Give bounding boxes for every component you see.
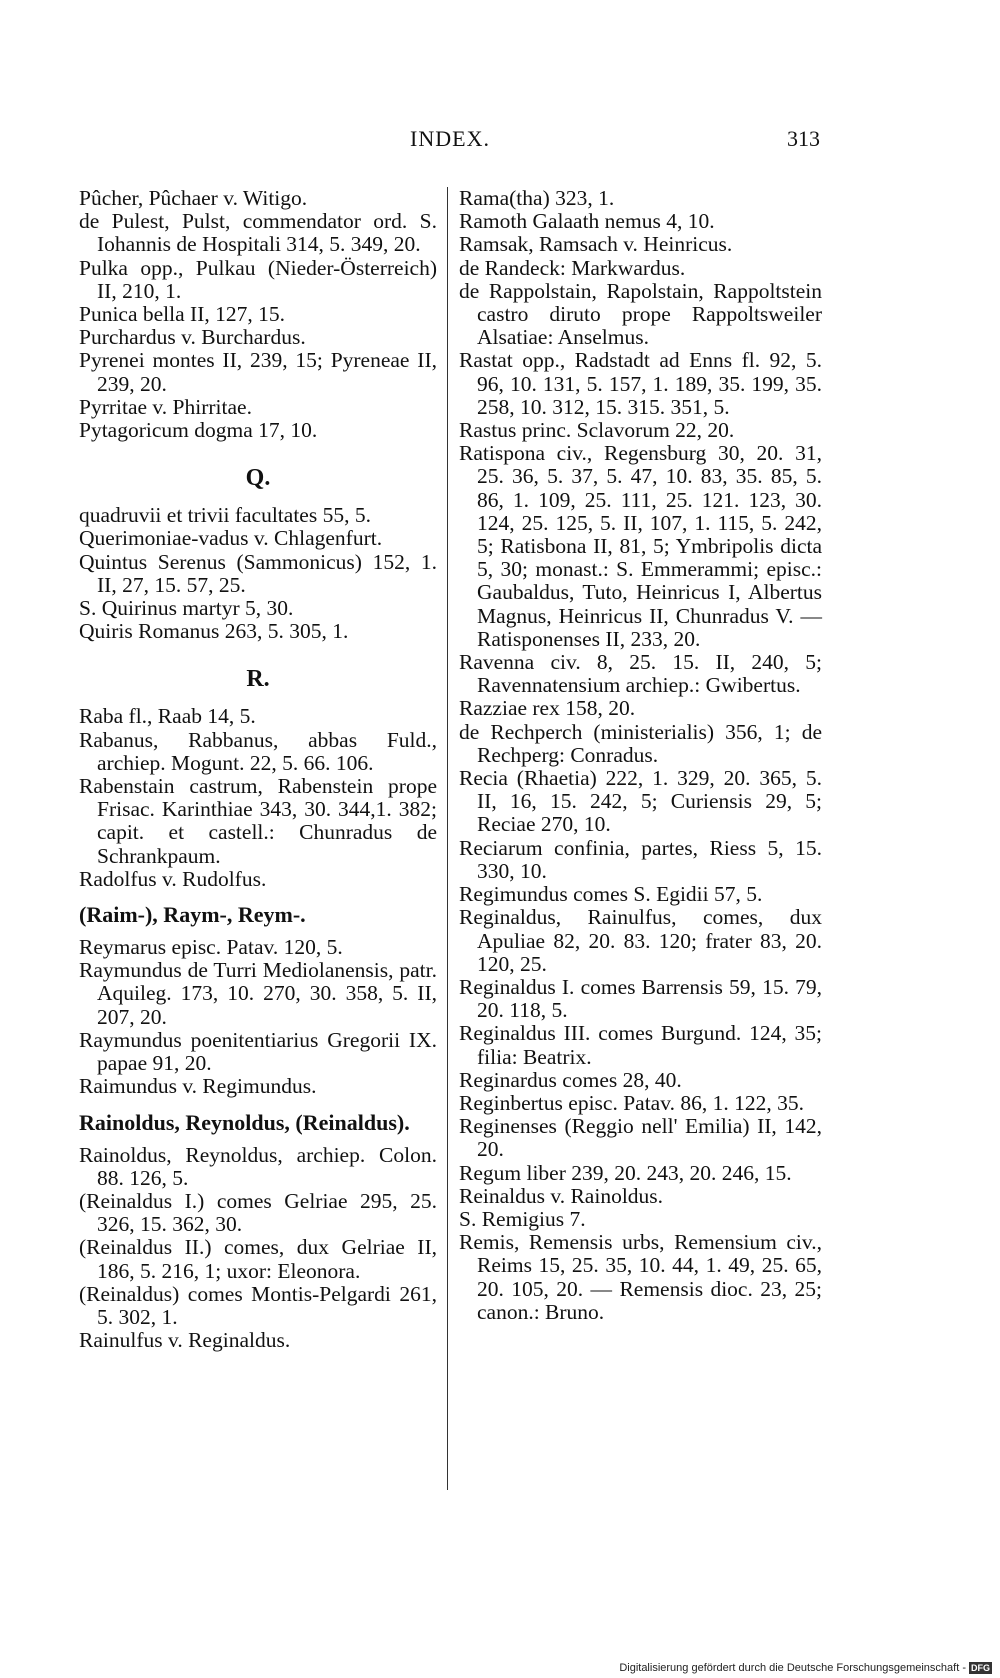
- index-entry: Querimoniae-vadus v. Chlagenfurt.: [79, 526, 383, 551]
- index-entry: Rabenstain castrum, Rabenstein prope Frisac. Karinthiae 343, 30. 344,1. 382; capit. et castell.: Chunradus de Schrankpaum.: [79, 774, 437, 868]
- page-header: [80, 126, 820, 156]
- footer-text: Digitalisierung gefördert durch die Deutsche Forschungsgemeinschaft -: [619, 1661, 966, 1674]
- index-entry: quadruvii et trivii facultates 55, 5.: [79, 503, 371, 528]
- index-entry: Reginenses (Reggio nell' Emilia) II, 142, 20.: [459, 1114, 822, 1162]
- index-entry: Regum liber 239, 20. 243, 20. 246, 15.: [459, 1160, 792, 1185]
- index-entry: de Rappolstain, Rapolstain, Rappoltstein castro diruto prope Rappoltsweiler Alsatiae: Anselmus.: [459, 278, 822, 350]
- index-entry: Razziae rex 158, 20.: [459, 696, 636, 721]
- index-entry: (Reinaldus) comes Montis-Pelgardi 261, 5. 302, 1.: [79, 1281, 437, 1329]
- page-number: 313: [787, 126, 820, 151]
- index-entry: Ramoth Galaath nemus 4, 10.: [459, 209, 715, 234]
- subheading-raim: (Raim-), Raym-, Reym-.: [79, 902, 306, 928]
- index-entry: Reciarum confinia, partes, Riess 5, 15. 330, 10.: [459, 835, 822, 883]
- index-entry: de Rechperch (ministerialis) 356, 1; de Rechperg: Conradus.: [459, 719, 822, 767]
- index-entry: Rainoldus, Reynoldus, archiep. Colon. 88. 126, 5.: [79, 1142, 437, 1190]
- index-entry: Rastat opp., Radstadt ad Enns fl. 92, 5. 96, 10. 131, 5. 157, 1. 189, 35. 199, 35. 258, 10. 312, 15. 315. 351, 5.: [459, 348, 822, 419]
- index-entry: Ratispona civ., Regensburg 30, 20. 31, 25. 36, 5. 37, 5. 47, 10. 83, 35. 85, 5. 86, 1. 109, 25. 111, 25. 121. 123, 30. 124, 25. 125, 5. II, 107, 1. 115, 5. 242, 5; Ratisbona II, 81, 5; Ymbripolis dicta 5, 30; monast.: S. Emmerammi; episc.: Gaubaldus, Tuto, Heinricus I, Albertus Magnus, Heinricus II, Chunradus V. — Ratisponenses II, 233, 20.: [459, 441, 822, 651]
- index-entry: Punica bella II, 127, 15.: [79, 302, 285, 327]
- index-entry: Radolfus v. Rudolfus.: [79, 866, 267, 891]
- index-entry: Reginaldus I. comes Barrensis 59, 15. 79, 20. 118, 5.: [459, 974, 822, 1023]
- left-column: [79, 187, 437, 1352]
- index-entry: Pulka opp., Pulkau (Nieder-Österreich) II, 210, 1.: [79, 255, 437, 303]
- index-entry: Pytagoricum dogma 17, 10.: [79, 418, 318, 443]
- page-title: INDEX.: [410, 126, 490, 151]
- index-entry: Regimundus comes S. Egidii 57, 5.: [459, 882, 763, 907]
- index-entry: Rastus princ. Sclavorum 22, 20.: [459, 418, 735, 443]
- index-entry: Raymundus poenitentiarius Gregorii IX. papae 91, 20.: [79, 1027, 437, 1076]
- index-entry: Purchardus v. Burchardus.: [79, 325, 306, 350]
- index-entry: Reymarus episc. Patav. 120, 5.: [79, 935, 343, 960]
- section-heading-r: R.: [246, 666, 270, 693]
- index-entry: Reginaldus III. comes Burgund. 124, 35; filia: Beatrix.: [459, 1021, 822, 1069]
- index-entry: Reginardus comes 28, 40.: [459, 1067, 682, 1092]
- index-entry: de Randeck: Markwardus.: [459, 255, 686, 280]
- index-entry: S. Quirinus martyr 5, 30.: [79, 596, 294, 621]
- index-entry: Rabanus, Rabbanus, abbas Fuld., archiep. Mogunt. 22, 5. 66. 106.: [79, 727, 437, 775]
- right-column: [459, 187, 822, 1324]
- index-entry: Reinaldus v. Rainoldus.: [459, 1183, 664, 1208]
- index-entry: (Reinaldus I.) comes Gelriae 295, 25. 326, 15. 362, 30.: [79, 1188, 437, 1237]
- index-entry: Remis, Remensis urbs, Remensium civ., Reims 15, 25. 35, 10. 44, 1. 49, 25. 65, 20. 105, 20. — Remensis dioc. 23, 25; canon.: Bruno.: [459, 1230, 822, 1324]
- index-entry: S. Remigius 7.: [459, 1206, 586, 1231]
- index-entry: Rama(tha) 323, 1.: [459, 186, 615, 210]
- index-entry: Raba fl., Raab 14, 5.: [79, 704, 256, 729]
- column-divider: [447, 187, 448, 1490]
- index-entry: Recia (Rhaetia) 222, 1. 329, 20. 365, 5. II, 16, 15. 242, 5; Curiensis 29, 5; Reciae 270, 10.: [459, 766, 822, 837]
- index-entry: Pûcher, Pûchaer v. Witigo.: [79, 186, 308, 210]
- index-entry: Ravenna civ. 8, 25. 15. II, 240, 5; Ravennatensium archiep.: Gwibertus.: [459, 650, 822, 698]
- index-entry: Rainulfus v. Reginaldus.: [79, 1328, 291, 1353]
- index-entry: Quiris Romanus 263, 5. 305, 1.: [79, 619, 349, 644]
- index-entry: Quintus Serenus (Sammonicus) 152, 1. II, 27, 15. 57, 25.: [79, 549, 437, 597]
- index-entry: Raimundus v. Regimundus.: [79, 1074, 317, 1099]
- index-entry: Pyrenei montes II, 239, 15; Pyreneae II, 239, 20.: [79, 348, 437, 396]
- dfg-logo: DFG: [971, 1663, 990, 1673]
- index-entry: Reginaldus, Rainulfus, comes, dux Apuliae 82, 20. 83. 120; frater 83, 20. 120, 25.: [459, 905, 822, 976]
- section-heading-q: Q.: [245, 465, 271, 492]
- index-entry: Reginbertus episc. Patav. 86, 1. 122, 35.: [459, 1090, 804, 1115]
- index-entry: Raymundus de Turri Mediolanensis, patr. Aquileg. 173, 10. 270, 30. 358, 5. II, 207, 20.: [79, 958, 437, 1029]
- index-entry: Ramsak, Ramsach v. Heinricus.: [459, 232, 733, 257]
- index-entry: (Reinaldus II.) comes, dux Gelriae II, 186, 5. 216, 1; uxor: Eleonora.: [79, 1235, 437, 1283]
- index-entry: Pyrritae v. Phirritae.: [79, 394, 252, 419]
- subheading-rainoldus: Rainoldus, Reynoldus, (Reinaldus).: [79, 1109, 410, 1135]
- index-entry: de Pulest, Pulst, commendator ord. S. Iohannis de Hospitali 314, 5. 349, 20.: [79, 209, 437, 257]
- digitization-footer: [619, 1662, 992, 1674]
